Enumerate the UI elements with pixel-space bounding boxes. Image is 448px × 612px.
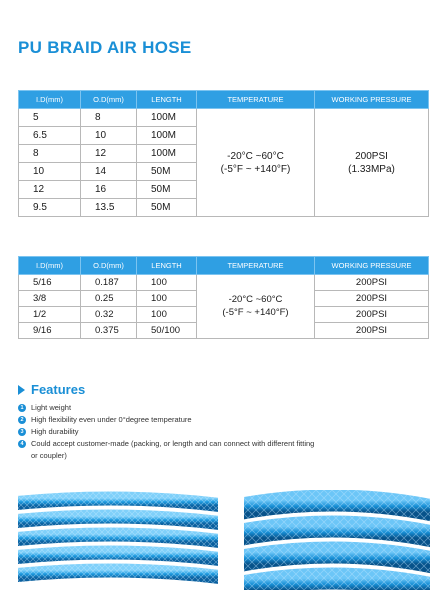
cell-length: 50M xyxy=(137,181,197,199)
cell-temperature xyxy=(197,109,315,217)
table-row xyxy=(19,109,429,127)
table-header-row xyxy=(19,91,429,109)
cell-length: 50/100 xyxy=(137,323,197,339)
hose-coil-photo xyxy=(18,490,218,590)
cell-od: 14 xyxy=(81,163,137,181)
pressure-mpa: (1.33MPa) xyxy=(348,163,395,175)
cell-id: 1/2 xyxy=(19,307,81,323)
cell-length: 100 xyxy=(137,307,197,323)
cell-length: 100 xyxy=(137,275,197,291)
header-working-pressure: WORKING PRESSURE xyxy=(315,257,429,275)
cell-length: 100M xyxy=(137,145,197,163)
header-temperature: TEMPERATURE xyxy=(197,257,315,275)
triangle-bullet-icon xyxy=(18,385,25,395)
features-list xyxy=(18,402,318,462)
cell-working-pressure: 200PSI xyxy=(315,323,429,339)
cell-id: 3/8 xyxy=(19,291,81,307)
header-length: LENGTH xyxy=(137,91,197,109)
cell-id: 8 xyxy=(19,145,81,163)
page-title: PU BRAID AIR HOSE xyxy=(18,38,192,57)
cell-od: 0.375 xyxy=(81,323,137,339)
cell-working-pressure: 200PSI xyxy=(315,291,429,307)
cell-id: 5 xyxy=(19,109,81,127)
list-item xyxy=(18,426,318,438)
number-4-icon: 4 xyxy=(18,440,26,448)
features-heading xyxy=(18,382,85,397)
number-3-icon: 3 xyxy=(18,428,26,436)
table-row xyxy=(19,275,429,291)
cell-working-pressure: 200PSI xyxy=(315,275,429,291)
header-length: LENGTH xyxy=(137,257,197,275)
feature-text: Could accept customer-made (packing, or length and can connect with different fitting or coupler) xyxy=(31,439,315,460)
cell-od: 13.5 xyxy=(81,199,137,217)
header-id: I.D(mm) xyxy=(19,91,81,109)
cell-id: 12 xyxy=(19,181,81,199)
feature-text: High durability xyxy=(31,427,79,436)
list-item xyxy=(18,414,318,426)
list-item xyxy=(18,402,318,414)
cell-od: 16 xyxy=(81,181,137,199)
temperature-fahrenheit: (-5°F ~ +140°F) xyxy=(222,306,289,318)
header-temperature: TEMPERATURE xyxy=(197,91,315,109)
pressure-psi: 200PSI xyxy=(355,150,388,162)
cell-od: 10 xyxy=(81,127,137,145)
cell-id: 6.5 xyxy=(19,127,81,145)
header-working-pressure: WORKING PRESSURE xyxy=(315,91,429,109)
header-id: I.D(mm) xyxy=(19,257,81,275)
cell-id: 5/16 xyxy=(19,275,81,291)
hose-closeup-photo xyxy=(244,490,430,590)
feature-text: Light weight xyxy=(31,403,72,412)
cell-od: 0.32 xyxy=(81,307,137,323)
cell-id: 9.5 xyxy=(19,199,81,217)
header-od: O.D(mm) xyxy=(81,257,137,275)
cell-od: 8 xyxy=(81,109,137,127)
table-header-row xyxy=(19,257,429,275)
temperature-fahrenheit: (-5°F ~ +140°F) xyxy=(220,163,291,175)
header-od: O.D(mm) xyxy=(81,91,137,109)
cell-length: 50M xyxy=(137,199,197,217)
cell-length: 100M xyxy=(137,109,197,127)
spec-table-imperial xyxy=(18,256,429,339)
features-title: Features xyxy=(31,382,86,397)
cell-id: 9/16 xyxy=(19,323,81,339)
cell-working-pressure xyxy=(315,109,429,217)
spec-table-metric xyxy=(18,90,429,217)
list-item xyxy=(18,438,318,462)
cell-length: 100 xyxy=(137,291,197,307)
cell-od: 0.25 xyxy=(81,291,137,307)
cell-length: 50M xyxy=(137,163,197,181)
cell-id: 10 xyxy=(19,163,81,181)
cell-od: 0.187 xyxy=(81,275,137,291)
cell-working-pressure: 200PSI xyxy=(315,307,429,323)
cell-od: 12 xyxy=(81,145,137,163)
number-1-icon: 1 xyxy=(18,404,26,412)
cell-length: 100M xyxy=(137,127,197,145)
temperature-celsius: -20°C ~60°C xyxy=(228,294,283,306)
feature-text: High flexibility even under 0°degree temperature xyxy=(31,415,192,424)
number-2-icon: 2 xyxy=(18,416,26,424)
temperature-celsius: -20°C ~60°C xyxy=(227,150,284,162)
cell-temperature xyxy=(197,275,315,339)
